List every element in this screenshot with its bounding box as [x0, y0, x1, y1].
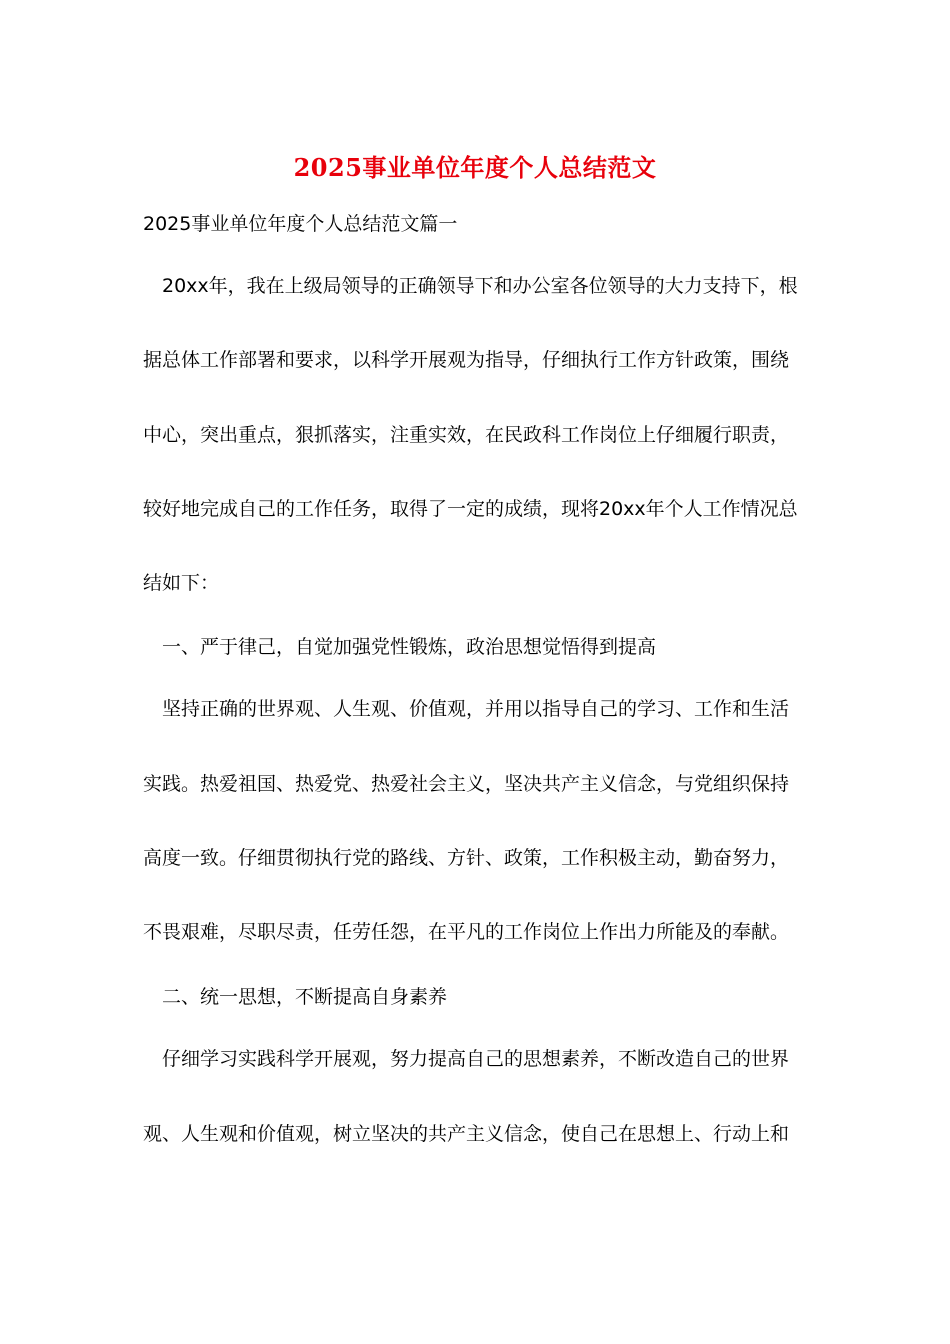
- paragraph-line: 仔细学习实践科学开展观，努力提高自己的思想素养，不断改造自己的世界: [162, 1048, 790, 1070]
- paragraph-line: 实践。热爱祖国、热爱党、热爱社会主义，坚决共产主义信念，与党组织保持: [143, 773, 790, 795]
- section-heading: 二、统一思想，不断提高自身素养: [162, 986, 448, 1008]
- paragraph-line: 20xx年，我在上级局领导的正确领导下和办公室各位领导的大力支持下，根: [162, 275, 798, 297]
- document-title: 2025事业单位年度个人总结范文: [293, 153, 657, 182]
- paragraph-line: 高度一致。仔细贯彻执行党的路线、方针、政策，工作积极主动，勤奋努力，: [143, 847, 790, 869]
- section-heading: 一、严于律己，自觉加强党性锻炼，政治思想觉悟得到提高: [162, 636, 657, 658]
- paragraph-line: 观、人生观和价值观，树立坚决的共产主义信念，使自己在思想上、行动上和: [143, 1123, 790, 1145]
- paragraph-line: 较好地完成自己的工作任务，取得了一定的成绩，现将20xx年个人工作情况总: [143, 498, 798, 520]
- paragraph-line: 坚持正确的世界观、人生观、价值观，并用以指导自己的学习、工作和生活: [162, 698, 790, 720]
- paragraph-line: 据总体工作部署和要求，以科学开展观为指导，仔细执行工作方针政策，围绕: [143, 349, 790, 371]
- paragraph-line: 不畏艰难，尽职尽责，任劳任怨，在平凡的工作岗位上作出力所能及的奉献。: [143, 921, 790, 943]
- paragraph-line: 结如下：: [143, 572, 220, 594]
- section-subtitle: 2025事业单位年度个人总结范文篇一: [143, 213, 458, 235]
- paragraph-line: 中心，突出重点，狠抓落实，注重实效，在民政科工作岗位上仔细履行职责，: [143, 424, 790, 446]
